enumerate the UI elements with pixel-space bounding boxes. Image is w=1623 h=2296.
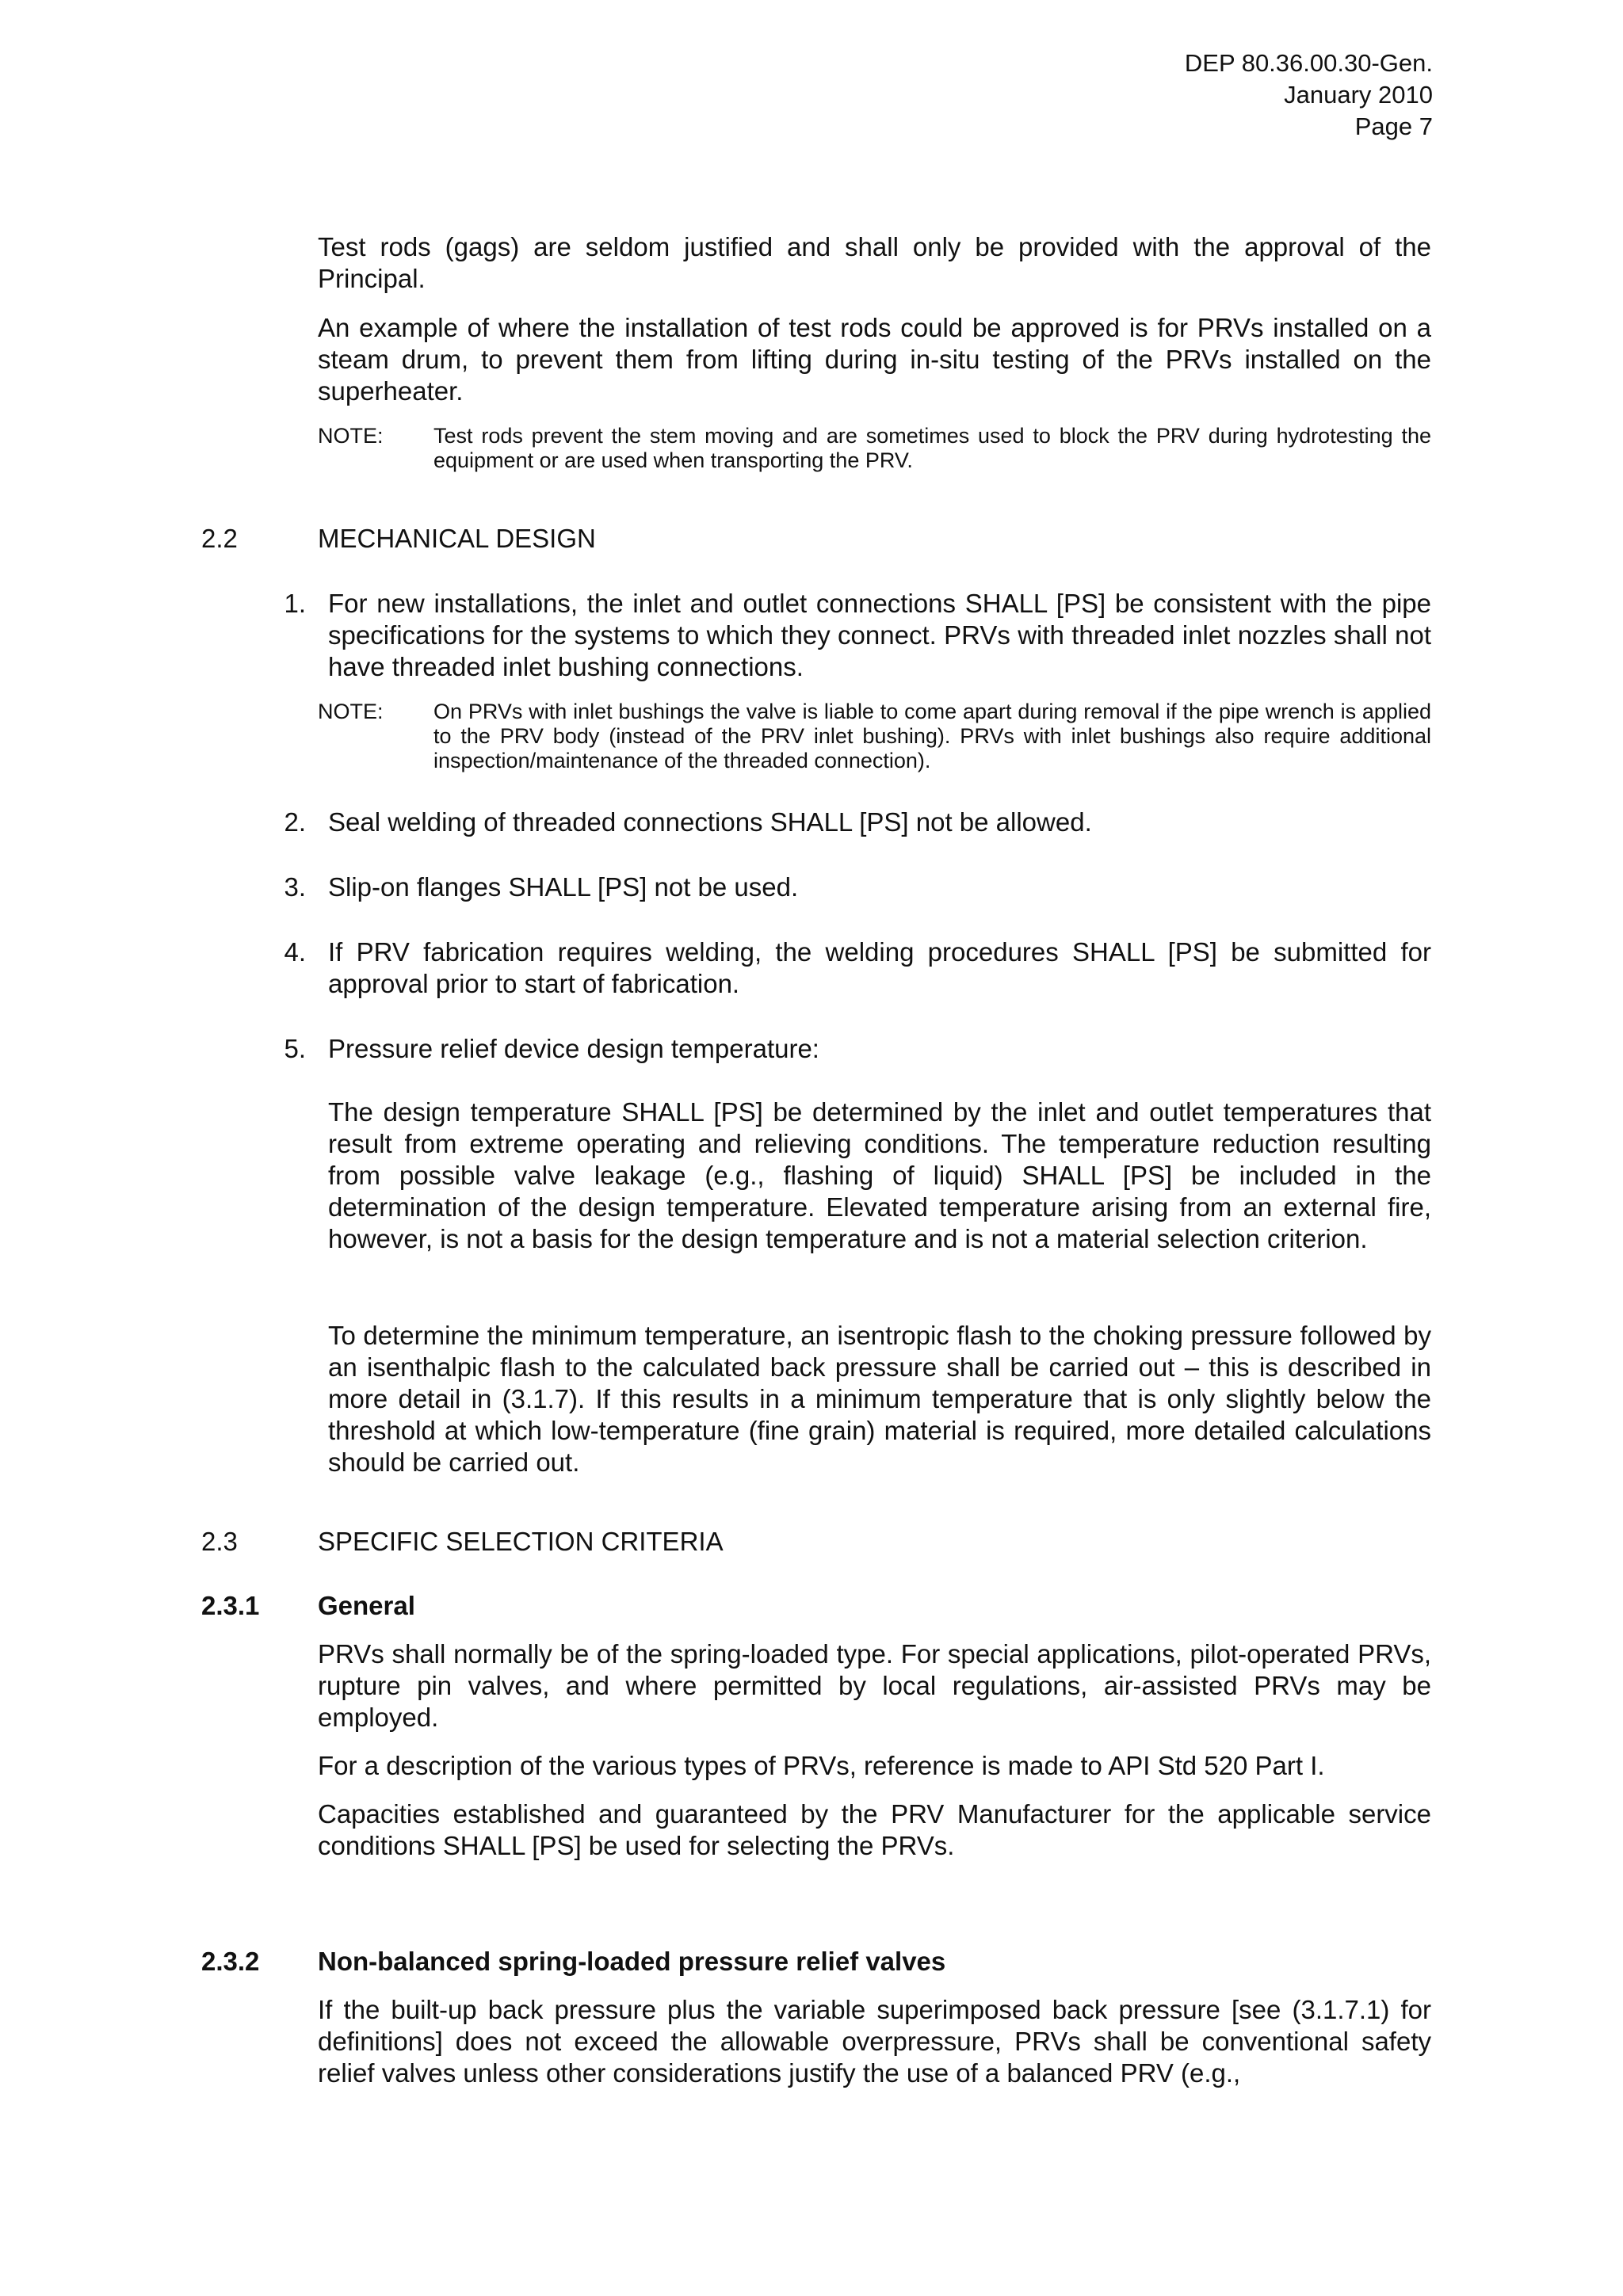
list-item-number: 2. [284,807,306,837]
minimum-temperature-paragraph: To determine the minimum temperature, an isentropic flash to the choking pressure followed by an isenthalpic flash to the calculated back pressure shall be carried out – this is described in more detail in (3.1.7). If this results in a minimum temperature that is only slightly below the threshold at which low-temperature (fine grain) material is required, more detailed calculations should be carried out. [328,1321,1431,1477]
general-paragraph-2: For a description of the various types of PRVs, reference is made to API Std 520 Part I. [318,1751,1325,1780]
note-label: NOTE: [318,424,384,448]
section-title: MECHANICAL DESIGN [318,524,596,553]
inlet-bushing-note [318,700,1431,773]
intro-paragraph-1: Test rods (gags) are seldom justified and shall only be provided with the approval of the Principal. [318,232,1431,293]
intro-paragraph-2: An example of where the installation of test rods could be approved is for PRVs installed on a steam drum, to prevent them from lifting during in-situ testing of the PRVs installed on the superheater. [318,313,1431,406]
general-paragraph-1: PRVs shall normally be of the spring-loaded type. For special applications, pilot-operated PRVs, rupture pin valves, and where permitted by local regulations, air-assisted PRVs may be employed. [318,1639,1431,1732]
list-item-text: Slip-on flanges SHALL [PS] not be used. [328,872,799,902]
note-text: On PRVs with inlet bushings the valve is liable to come apart during removal if the pipe wrench is applied to the PRV body (instead of the PRV inlet bushing). PRVs with inlet bushings also require additional inspection/maintenance of the threaded connection). [433,700,1431,772]
list-item-text: Seal welding of threaded connections SHALL [PS] not be allowed. [328,807,1092,837]
list-item-number: 5. [284,1034,306,1063]
list-item-number: 1. [284,589,306,618]
page-number: Page 7 [1354,113,1433,140]
subsection-number: 2.3.1 [201,1591,260,1620]
design-temperature-paragraph: The design temperature SHALL [PS] be determined by the inlet and outlet temperatures that result from extreme operating and relieving conditions. The temperature reduction resulting from possible valve leakage (e.g., flashing of liquid) SHALL [PS] be included in the determination of the design temperature. Elevated temperature arising from an external fire, however, is not a basis for the design temperature and is not a material selection criterion. [328,1097,1431,1253]
non-balanced-paragraph: If the built-up back pressure plus the variable superimposed back pressure [see (3.1.7.1) for definitions] does not exceed the allowable overpressure, PRVs shall be conventional safety relief valves unless other considerations justify the use of a balanced PRV (e.g., [318,1995,1431,2088]
list-item-number: 4. [284,937,306,967]
note-text: Test rods prevent the stem moving and are sometimes used to block the PRV during hydrotesting the equipment or are used when transporting the PRV. [433,424,1431,472]
page-header [1185,48,1433,143]
document-id: DEP 80.36.00.30-Gen. [1184,49,1433,77]
list-item-text: Pressure relief device design temperature: [328,1034,819,1063]
general-paragraph-3: Capacities established and guaranteed by the PRV Manufacturer for the applicable service conditions SHALL [PS] be used for selecting the PRVs. [318,1799,1431,1860]
section-number: 2.3 [201,1527,238,1556]
subsection-title: Non-balanced spring-loaded pressure relief valves [318,1947,946,1976]
section-title: SPECIFIC SELECTION CRITERIA [318,1527,724,1556]
note-label: NOTE: [318,700,384,723]
document-date: January 2010 [1284,81,1433,109]
list-item-number: 3. [284,872,306,902]
list-item-text: For new installations, the inlet and outlet connections SHALL [PS] be consistent with the pipe specifications for the systems to which they connect. PRVs with threaded inlet nozzles shall not have threaded inlet bushing connections. [328,589,1431,681]
subsection-number: 2.3.2 [201,1947,260,1976]
intro-note [318,424,1431,473]
section-number: 2.2 [201,524,238,553]
list-item-text: If PRV fabrication requires welding, the welding procedures SHALL [PS] be submitted for approval prior to start of fabrication. [328,937,1431,998]
subsection-title: General [318,1591,415,1620]
